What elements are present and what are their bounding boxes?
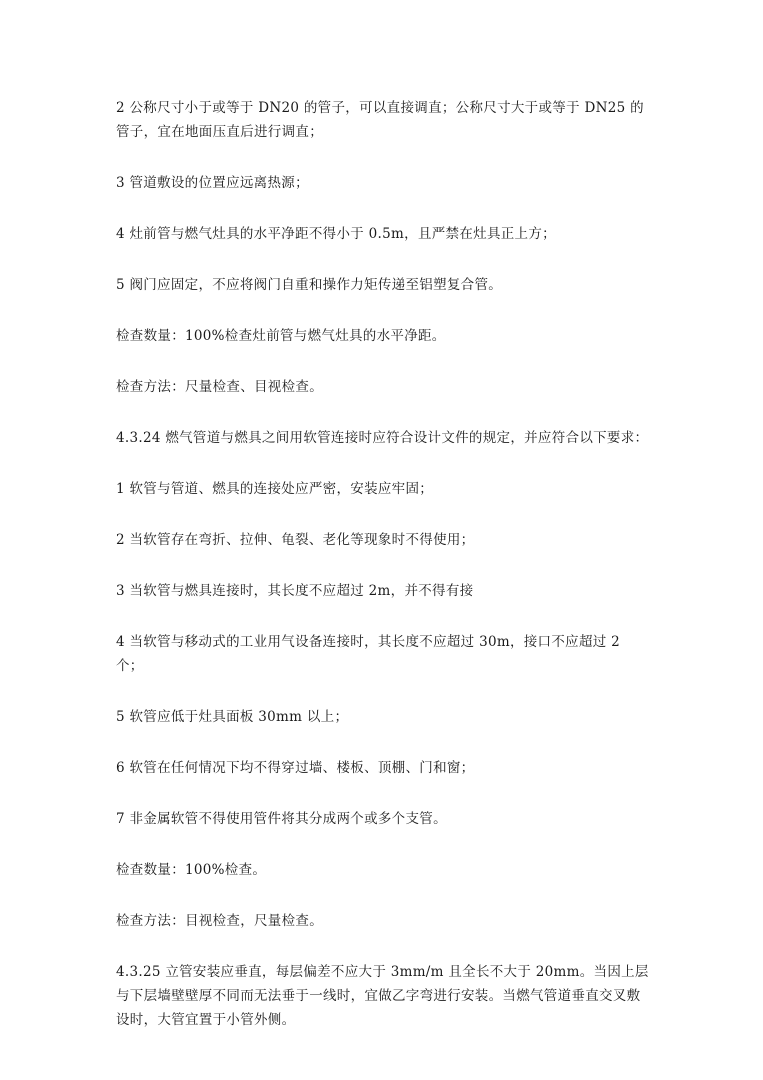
paragraph-inspection-quantity-1: 检查数量：100%检查灶前管与燃气灶具的水平净距。 bbox=[116, 328, 446, 344]
paragraph-item-4-stove-distance: 4 灶前管与燃气灶具的水平净距不得小于 0.5m，且严禁在灶具正上方； bbox=[116, 226, 556, 242]
paragraph-hose-item-4: 4 当软管与移动式的工业用气设备连接时，其长度不应超过 30m，接口不应超过 2 个； bbox=[116, 634, 621, 674]
paragraph-hose-item-5: 5 软管应低于灶具面板 30mm 以上； bbox=[116, 709, 349, 725]
paragraph-hose-item-6: 6 软管在任何情况下均不得穿过墙、楼板、顶棚、门和窗； bbox=[116, 760, 475, 776]
paragraph-hose-item-2: 2 当软管存在弯折、拉伸、龟裂、老化等现象时不得使用； bbox=[116, 532, 475, 548]
paragraph-hose-item-3: 3 当软管与燃具连接时，其长度不应超过 2m，并不得有接 bbox=[116, 583, 474, 599]
section-heading-4-3-25: 4.3.25 立管安装应垂直，每层偏差不应大于 3mm/m 且全长不大于 20mm。当因上层与下层墙壁壁厚不同而无法垂于一线时，宜做乙字弯进行安装。当燃气管道垂直交叉敷设时，大管宜置于小管外侧。 bbox=[116, 964, 649, 1028]
paragraph-item-3-heat-source: 3 管道敷设的位置应远离热源； bbox=[116, 175, 309, 191]
paragraph-item-5-valve-fixing: 5 阀门应固定，不应将阀门自重和操作力矩传递至铝塑复合管。 bbox=[116, 277, 503, 293]
paragraph-inspection-method-2: 检查方法：目视检查，尺量检查。 bbox=[116, 913, 323, 929]
paragraph-inspection-quantity-2: 检查数量：100%检查。 bbox=[116, 862, 267, 878]
paragraph-hose-item-7: 7 非金属软管不得使用管件将其分成两个或多个支管。 bbox=[116, 811, 447, 827]
paragraph-inspection-method-1: 检查方法：尺量检查、目视检查。 bbox=[116, 379, 323, 395]
paragraph-item-2-pipe-straightening: 2 公称尺寸小于或等于 DN20 的管子，可以直接调直；公称尺寸大于或等于 DN25 的管子，宜在地面压直后进行调直； bbox=[116, 100, 644, 140]
paragraph-hose-item-1: 1 软管与管道、燃具的连接处应严密，安装应牢固； bbox=[116, 481, 434, 497]
section-heading-4-3-24: 4.3.24 燃气管道与燃具之间用软管连接时应符合设计文件的规定，并应符合以下要求： bbox=[116, 430, 649, 446]
document-page bbox=[116, 96, 652, 1059]
